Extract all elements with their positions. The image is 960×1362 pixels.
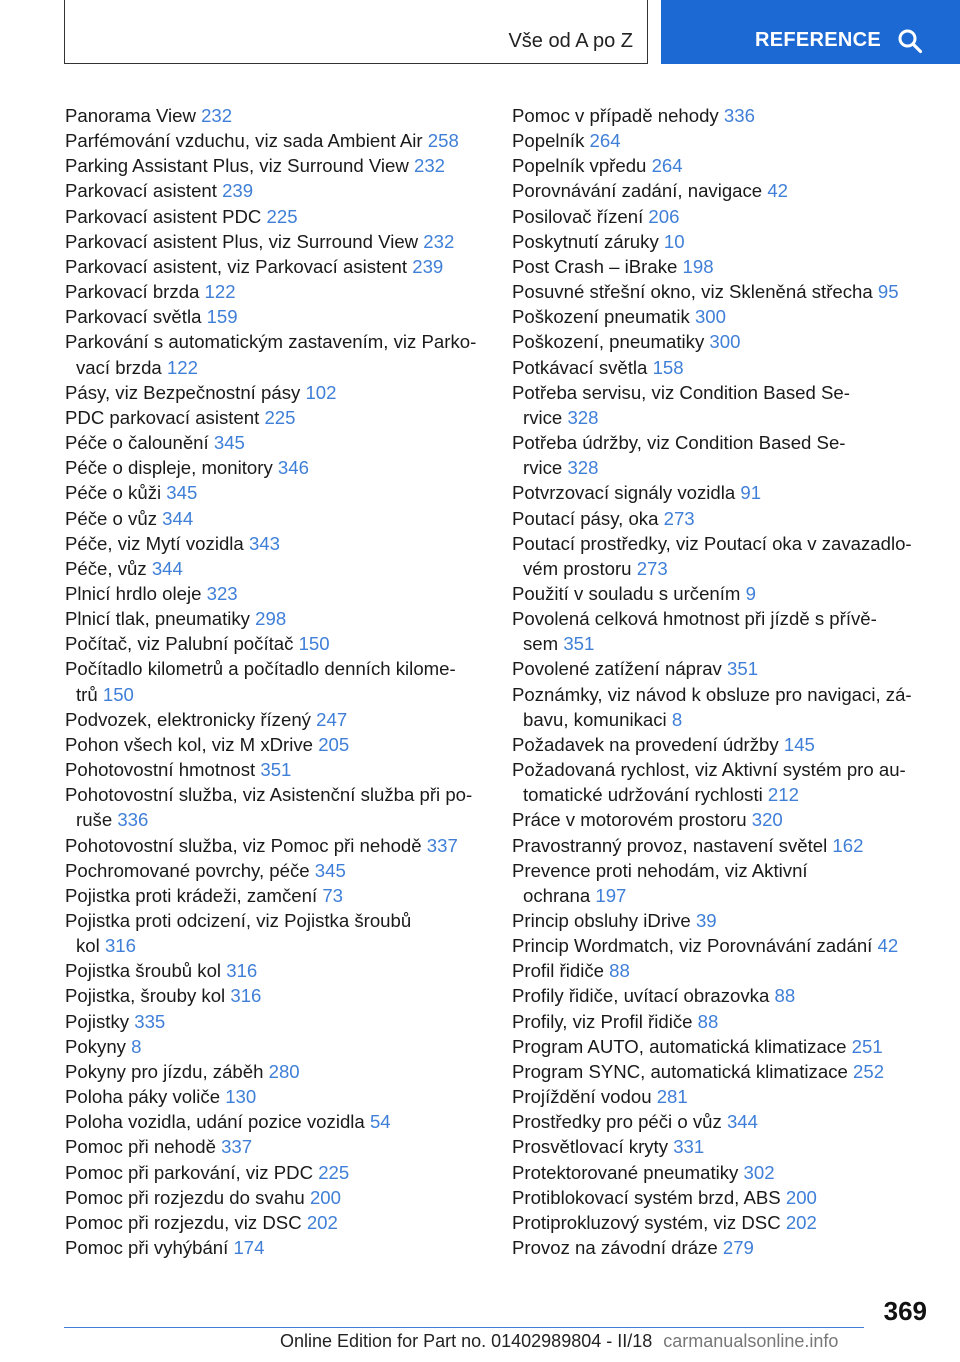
index-entry <box>512 908 932 933</box>
index-entry <box>65 581 485 606</box>
index-entry <box>65 204 485 229</box>
index-entry <box>65 1210 485 1235</box>
page-number: 369 <box>883 1296 927 1326</box>
page-reference-link[interactable]: 197 <box>595 884 627 906</box>
index-entry <box>65 883 485 908</box>
index-entry-text: Pojistka proti krádeži, zamčení <box>65 884 318 906</box>
section-title: Vše od A po Z <box>508 30 633 52</box>
index-entry-text: PDC parkovací asistent <box>65 406 260 428</box>
index-entry <box>65 1160 485 1185</box>
index-entry <box>65 1235 485 1260</box>
index-entry-text: Pohotovostní služba, viz Asistenční služba při po- <box>65 784 473 806</box>
page-reference-link[interactable]: 200 <box>785 1186 817 1208</box>
index-entry-text: Pojistka proti odcizení, viz Pojistka šroubů <box>65 910 412 931</box>
index-entry-text: Pomoc při vyhýbání <box>65 1237 229 1259</box>
reference-tab[interactable] <box>661 0 960 64</box>
index-entry <box>512 1109 932 1134</box>
index-entry-text: Pojistky <box>65 1010 130 1032</box>
index-entry <box>65 405 485 430</box>
index-entry-text: tomatické udržování rychlosti <box>523 784 763 806</box>
index-entry-text: Pomoc při rozjezdu, viz DSC <box>65 1211 302 1233</box>
index-entry-text: Profily řidiče, uvítací obrazovka <box>512 985 770 1007</box>
page-reference-link[interactable]: 102 <box>305 381 337 403</box>
index-entry-text: Potvrzovací signály vozidla <box>512 482 736 504</box>
index-entry <box>65 958 485 983</box>
index-entry-text: Princip Wordmatch, viz Porovnávání zadání <box>512 935 873 957</box>
index-entry-text: kol <box>76 935 100 957</box>
index-entry <box>512 480 932 505</box>
index-entry-text: Projíždění vodou <box>512 1086 652 1108</box>
index-entry-text: Parkovací asistent Plus, viz Surround View <box>65 230 419 252</box>
page-reference-link[interactable]: 42 <box>877 935 899 957</box>
page-reference-link[interactable]: 150 <box>102 683 134 705</box>
index-entry-text: Péče o kůži <box>65 482 162 504</box>
index-entry-text: Pokyny <box>65 1035 126 1057</box>
index-entry-text: Poskytnutí záruky <box>512 230 659 252</box>
page-reference-link[interactable]: 73 <box>322 884 344 906</box>
index-entry-text: Pojistka šroubů kol <box>65 960 222 982</box>
index-entry-text: Požadovaná rychlost, viz Aktivní systém pro au- <box>512 759 906 781</box>
page-reference-link[interactable]: 239 <box>222 180 254 202</box>
index-entry <box>65 229 485 254</box>
page-reference-link[interactable]: 316 <box>230 985 262 1007</box>
index-entry-text: Poznámky, viz návod k obsluze pro navigaci, zá- <box>512 683 912 705</box>
index-entry-text: Potřeba údržby, viz Condition Based Se- <box>512 432 846 454</box>
index-entry-text: Parkovací světla <box>65 306 202 328</box>
index-entry-text: Prosvětlovací kryty <box>512 1136 669 1158</box>
index-entry <box>65 1034 485 1059</box>
page-reference-link[interactable]: 344 <box>726 1111 758 1133</box>
index-entry-text: Parkovací brzda <box>65 281 200 303</box>
index-entry-text: Pomoc při nehodě <box>65 1136 216 1158</box>
page-reference-link[interactable]: 281 <box>656 1086 688 1108</box>
page-reference-link[interactable]: 42 <box>767 180 789 202</box>
page-reference-link[interactable]: 335 <box>134 1010 166 1032</box>
index-entry-text: Pokyny pro jízdu, záběh <box>65 1060 264 1082</box>
index-entry <box>512 1160 932 1185</box>
index-entry <box>512 254 932 279</box>
index-entry-text: Popelník <box>512 130 585 152</box>
index-entry <box>512 983 932 1008</box>
index-entry <box>65 656 485 706</box>
index-entry-text: Plnicí hrdlo oleje <box>65 582 202 604</box>
page-reference-link[interactable]: 344 <box>151 557 183 579</box>
index-entry-text: Poškození, pneumatiky <box>512 331 705 353</box>
page-reference-link[interactable]: 159 <box>206 306 238 328</box>
page-reference-link[interactable]: 8 <box>671 708 683 730</box>
index-entry-text: bavu, komunikaci <box>523 708 667 730</box>
index-entry <box>65 1109 485 1134</box>
page-reference-link[interactable]: 351 <box>727 658 759 680</box>
page-reference-link[interactable]: 225 <box>318 1161 350 1183</box>
index-entry-text: vací brzda <box>76 356 162 378</box>
index-entry-text: Potkávací světla <box>512 356 648 378</box>
index-entry-text: Parking Assistant Plus, viz Surround View <box>65 155 409 177</box>
index-column-left <box>65 103 485 1260</box>
index-entry <box>512 1235 932 1260</box>
page-reference-link[interactable]: 320 <box>751 809 783 831</box>
index-entry-text: Pomoc při parkování, viz PDC <box>65 1161 314 1183</box>
index-entry <box>512 1084 932 1109</box>
index-entry <box>65 531 485 556</box>
index-entry-text: Péče o displeje, monitory <box>65 457 273 479</box>
page-reference-link[interactable]: 337 <box>221 1136 253 1158</box>
index-entry <box>512 430 932 480</box>
page-reference-link[interactable]: 264 <box>589 130 621 152</box>
index-entry <box>65 983 485 1008</box>
index-entry-text: Princip obsluhy iDrive <box>512 910 691 931</box>
index-entry <box>512 1185 932 1210</box>
index-entry <box>65 858 485 883</box>
index-entry-text: Práce v motorovém prostoru <box>512 809 747 831</box>
page-reference-link[interactable]: 247 <box>316 708 348 730</box>
index-entry <box>65 908 485 958</box>
page-reference-link[interactable]: 337 <box>426 834 458 856</box>
index-entry-text: Posuvné střešní okno, viz Skleněná střecha <box>512 281 873 303</box>
page-reference-link[interactable]: 251 <box>851 1035 883 1057</box>
page-reference-link[interactable]: 298 <box>255 608 287 630</box>
index-entry <box>512 833 932 858</box>
index-entry <box>512 380 932 430</box>
page-reference-link[interactable]: 280 <box>268 1060 300 1082</box>
page-reference-link[interactable]: 88 <box>609 960 630 982</box>
page-reference-link[interactable]: 345 <box>213 432 245 454</box>
index-entry <box>512 1009 932 1034</box>
index-entry <box>65 455 485 480</box>
index-entry-text: Profily, viz Profil řidiče <box>512 1010 693 1032</box>
index-entry <box>512 858 932 908</box>
page-reference-link[interactable]: 174 <box>233 1237 265 1259</box>
index-entry <box>65 254 485 279</box>
page-reference-link[interactable]: 205 <box>318 733 350 755</box>
index-entry-text: Poškození pneumatik <box>512 306 690 328</box>
page-reference-link[interactable]: 300 <box>709 331 741 353</box>
index-entry-text: Parkovací asistent <box>65 180 217 202</box>
index-entry <box>65 103 485 128</box>
page-reference-link[interactable]: 54 <box>369 1111 391 1133</box>
index-entry-text: trů <box>76 683 98 705</box>
index-entry-text: Pomoc při rozjezdu do svahu <box>65 1186 305 1208</box>
index-entry-text: Parfémování vzduchu, viz sada Ambient Air <box>65 130 423 152</box>
index-entry <box>512 178 932 203</box>
index-entry <box>512 229 932 254</box>
page-reference-link[interactable]: 158 <box>652 356 684 378</box>
page-reference-link[interactable]: 300 <box>694 306 726 328</box>
index-entry-text: Pojistka, šrouby kol <box>65 985 226 1007</box>
index-entry-text: Panorama View <box>65 105 196 126</box>
page-reference-link[interactable]: 8 <box>131 1035 142 1057</box>
page-reference-link[interactable]: 328 <box>567 457 599 479</box>
page-reference-link[interactable]: 302 <box>743 1161 775 1183</box>
index-entry <box>65 506 485 531</box>
index-entry-text: Povolené zatížení náprav <box>512 658 722 680</box>
page-reference-link[interactable]: 232 <box>201 105 233 126</box>
index-entry <box>512 103 932 128</box>
index-entry <box>512 682 932 732</box>
index-entry <box>65 430 485 455</box>
page-reference-link[interactable]: 39 <box>695 910 717 931</box>
index-entry <box>512 506 932 531</box>
index-entry-text: Porovnávání zadání, navigace <box>512 180 763 202</box>
index-entry-text: Popelník vpředu <box>512 155 647 177</box>
index-entry-text: rvice <box>523 406 563 428</box>
page-reference-link[interactable]: 95 <box>877 281 899 303</box>
page-reference-link[interactable]: 145 <box>783 733 815 755</box>
index-entry-text: Pohotovostní hmotnost <box>65 759 256 781</box>
index-entry-text: Poloha páky voliče <box>65 1086 221 1108</box>
index-entry-text: Profil řidiče <box>512 960 604 982</box>
index-entry <box>512 656 932 681</box>
index-entry-text: Poutací pásy, oka <box>512 507 659 529</box>
index-entry-text: Poutací prostředky, viz Poutací oka v zavazadlo- <box>512 532 912 554</box>
page-reference-link[interactable]: 316 <box>226 960 258 982</box>
index-entry-text: Poloha vozidla, udání pozice vozidla <box>65 1111 365 1133</box>
index-entry <box>65 782 485 832</box>
index-entry <box>65 556 485 581</box>
page-reference-link[interactable]: 323 <box>206 582 238 604</box>
page-reference-link[interactable]: 212 <box>767 784 799 806</box>
index-entry <box>65 153 485 178</box>
index-entry-text: ruše <box>76 809 113 831</box>
reference-tab-label: REFERENCE <box>755 29 882 51</box>
page-reference-link[interactable]: 232 <box>413 155 446 177</box>
index-entry-text: Protiprokluzový systém, viz DSC <box>512 1211 781 1233</box>
index-entry-text: Posilovač řízení <box>512 205 644 227</box>
index-entry-text: Použití v souladu s určením <box>512 582 741 604</box>
index-entry <box>65 757 485 782</box>
page-reference-link[interactable]: 225 <box>264 406 296 428</box>
index-entry-text: Parkovací asistent, viz Parkovací asistent <box>65 255 408 277</box>
index-entry <box>65 1134 485 1159</box>
page-reference-link[interactable]: 345 <box>166 482 198 504</box>
page-reference-link[interactable]: 343 <box>248 532 280 554</box>
page-reference-link[interactable]: 345 <box>314 859 346 881</box>
page-reference-link[interactable]: 273 <box>636 557 668 579</box>
index-entry <box>65 380 485 405</box>
page-reference-link[interactable]: 162 <box>832 834 864 856</box>
search-icon[interactable] <box>897 28 923 54</box>
page-reference-link[interactable]: 9 <box>745 582 756 604</box>
page-reference-link[interactable]: 316 <box>104 935 136 957</box>
index-entry <box>512 1059 932 1084</box>
page-reference-link[interactable]: 279 <box>722 1237 754 1259</box>
page-reference-link[interactable]: 198 <box>682 255 714 277</box>
index-entry <box>512 355 932 380</box>
page-reference-link[interactable]: 202 <box>306 1211 338 1233</box>
index-entry-text: Počítadlo kilometrů a počítadlo denních kilome- <box>65 658 456 680</box>
index-entry-text: Pohon všech kol, viz M xDrive <box>65 733 314 755</box>
page-reference-link[interactable]: 346 <box>277 457 309 479</box>
index-entry <box>512 606 932 656</box>
index-entry <box>65 480 485 505</box>
index-entry <box>65 1059 485 1084</box>
index-entry-text: ochrana <box>523 884 591 906</box>
index-entry-text: Pochromované povrchy, péče <box>65 859 310 881</box>
index-entry <box>65 304 485 329</box>
page-reference-link[interactable]: 273 <box>663 507 695 529</box>
index-entry-text: Protiblokovací systém brzd, ABS <box>512 1186 781 1208</box>
index-entry-text: Potřeba servisu, viz Condition Based Se- <box>512 381 850 403</box>
index-entry <box>65 833 485 858</box>
page-reference-link[interactable]: 331 <box>673 1136 705 1158</box>
page-reference-link[interactable]: 232 <box>423 230 455 252</box>
index-entry-text: Program SYNC, automatická klimatizace <box>512 1060 848 1082</box>
footer-edition-text <box>280 1331 838 1352</box>
index-entry-text: Pomoc v případě nehody <box>512 105 719 126</box>
index-entry <box>512 128 932 153</box>
index-entry <box>512 1034 932 1059</box>
index-entry-text: vém prostoru <box>523 557 632 579</box>
index-entry <box>512 732 932 757</box>
page-reference-link[interactable]: 88 <box>697 1010 719 1032</box>
index-entry <box>65 707 485 732</box>
index-entry <box>65 1009 485 1034</box>
page-reference-link[interactable]: 344 <box>162 507 194 529</box>
page-reference-link[interactable]: 336 <box>117 809 149 831</box>
index-column-right <box>512 103 932 1260</box>
index-entry-text: Post Crash – iBrake <box>512 255 678 277</box>
index-entry-text: Pásy, viz Bezpečnostní pásy <box>65 381 301 403</box>
index-entry-text: Péče o čalounění <box>65 432 209 454</box>
index-entry-text: sem <box>523 633 559 655</box>
index-entry-text: Pravostranný provoz, nastavení světel <box>512 834 828 856</box>
index-entry-text: Podvozek, elektronicky řízený <box>65 708 311 730</box>
index-entry-text: Protektorované pneumatiky <box>512 1161 739 1183</box>
index-entry-text: Provoz na závodní dráze <box>512 1237 718 1259</box>
index-entry-text: Péče, viz Mytí vozidla <box>65 532 244 554</box>
index-entry <box>512 757 932 807</box>
index-entry <box>512 933 932 958</box>
page-reference-link[interactable]: 88 <box>774 985 796 1007</box>
index-entry-text: Prostředky pro péči o vůz <box>512 1111 722 1133</box>
page-reference-link[interactable]: 200 <box>309 1186 341 1208</box>
page-reference-link[interactable]: 328 <box>567 406 599 428</box>
index-entry <box>512 1210 932 1235</box>
page-reference-link[interactable]: 122 <box>204 281 236 303</box>
index-entry <box>65 1185 485 1210</box>
page-reference-link[interactable]: 351 <box>260 759 292 781</box>
page-reference-link[interactable]: 10 <box>663 230 685 252</box>
page-reference-link[interactable]: 336 <box>723 105 755 126</box>
index-entry <box>512 958 932 983</box>
index-entry <box>512 279 932 304</box>
index-entry <box>65 606 485 631</box>
index-entry <box>512 807 932 832</box>
page-reference-link[interactable]: 206 <box>648 205 680 227</box>
index-entry-text: Prevence proti nehodám, viz Aktivní <box>512 859 808 881</box>
index-entry-text: Péče, vůz <box>65 557 147 579</box>
index-entry <box>65 1084 485 1109</box>
index-entry-text: Počítač, viz Palubní počítač <box>65 633 294 655</box>
index-entry-text: Program AUTO, automatická klimatizace <box>512 1035 847 1057</box>
index-entry <box>512 531 932 581</box>
index-entry <box>512 153 932 178</box>
footer-rule <box>64 1327 864 1328</box>
page-reference-link[interactable]: 225 <box>266 205 298 227</box>
edition-text: Online Edition for Part no. 01402989804 - II/18 <box>280 1331 653 1351</box>
page-reference-link[interactable]: 130 <box>225 1086 257 1108</box>
page-reference-link[interactable]: 122 <box>166 356 198 378</box>
index-entry <box>512 1134 932 1159</box>
index-entry-text: Povolená celková hmotnost při jízdě s přívě- <box>512 608 877 630</box>
page-reference-link[interactable]: 264 <box>651 155 683 177</box>
index-entry-text: Plnicí tlak, pneumatiky <box>65 608 250 630</box>
index-entry-text: Pohotovostní služba, viz Pomoc při nehodě <box>65 834 422 856</box>
index-entry <box>65 128 485 153</box>
page-reference-link[interactable]: 150 <box>298 633 330 655</box>
index-entry <box>65 329 485 379</box>
index-entry-text: Péče o vůz <box>65 507 157 529</box>
page-reference-link[interactable]: 258 <box>427 130 459 152</box>
header-section-box <box>64 0 648 64</box>
index-entry <box>65 631 485 656</box>
page-reference-link[interactable]: 202 <box>785 1211 817 1233</box>
page-reference-link[interactable]: 252 <box>853 1060 885 1082</box>
index-entry <box>65 178 485 203</box>
page-reference-link[interactable]: 351 <box>563 633 595 655</box>
page-reference-link[interactable]: 239 <box>412 255 444 277</box>
index-entry-text: Parkovací asistent PDC <box>65 205 262 227</box>
index-entry <box>512 581 932 606</box>
index-entry-text: Požadavek na provedení údržby <box>512 733 779 755</box>
index-entry-text: Parkování s automatickým zastavením, viz Parko- <box>65 331 477 353</box>
index-entry <box>512 304 932 329</box>
index-entry <box>65 732 485 757</box>
page-reference-link[interactable]: 91 <box>740 482 762 504</box>
index-entry-text: rvice <box>523 457 563 479</box>
index-entry <box>512 204 932 229</box>
watermark-text: carmanualsonline.info <box>663 1331 839 1351</box>
index-entry <box>512 329 932 354</box>
index-entry <box>65 279 485 304</box>
